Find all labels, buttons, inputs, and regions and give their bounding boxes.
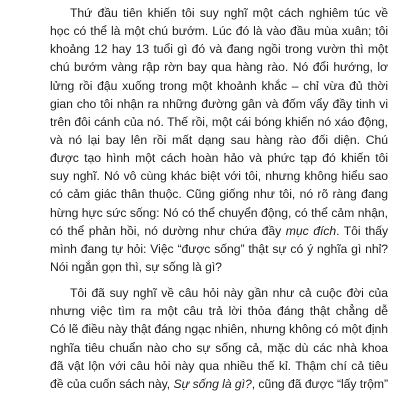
text-line: được tạo hình một cách hoàn hảo và phức tạp đó khiến tôi [50, 151, 388, 166]
paragraph-2 [50, 284, 388, 393]
text-run: , cũng đã được “lấy trộm” [251, 376, 388, 391]
emphasis-text: Sự sống là gì? [173, 376, 252, 391]
text-line: Nói ngắn gọn thì, sự sống là gì? [50, 259, 222, 274]
text-line: Có lẽ điều này thật đáng ngạc nhiên, nhưng không có một định [50, 322, 388, 337]
text-line: suy nghĩ. Nó vô cùng khác biệt với tôi, nhưng không hiểu sao [50, 169, 388, 184]
text-line: mình đang tự hỏi: Việc “được sống” thật sự có ý nghĩa gì nhỉ? [50, 241, 388, 256]
text-line: Tôi đã suy nghĩ về câu hỏi này gần như cả cuộc đời của [70, 286, 388, 301]
paragraph-1 [50, 4, 388, 276]
text-line-with-emphasis [50, 222, 388, 240]
text-line: học có thể là một chú bướm. Lúc đó là vào đầu mùa xuân; tôi [50, 24, 388, 39]
text-line: hừng hực sức sống: Nó có thể chuyển động, có thể cảm nhận, [50, 205, 388, 220]
text-line: khoảng 12 hay 13 tuổi gì đó và đang ngồi trong vườn thì một [50, 42, 388, 57]
text-line: Thứ đầu tiên khiến tôi suy nghĩ một cách nghiêm túc về [70, 6, 388, 20]
text-run: đề của cuốn sách này, [50, 376, 174, 391]
text-line: chú bướm vàng rập rờn bay qua hàng rào. Nó đổi hướng, lơ [50, 60, 388, 75]
text-line: có cảm giác thân thuộc. Cũng giống như tôi, nó rõ ràng đang [50, 187, 388, 202]
text-line: nhưng việc tìm ra một câu trả lời thỏa đáng thật chẳng dễ [50, 304, 388, 319]
paragraph-gap [50, 276, 388, 284]
emphasis-text: mục đích [285, 223, 337, 238]
text-line: nghĩa tiêu chuẩn nào cho sự sống cả, mặc dù các nhà khoa [50, 340, 388, 355]
text-line-with-emphasis [50, 375, 388, 393]
text-run: có thể phản hồi, nó dường như chứa đầy [50, 223, 286, 238]
text-line: lửng rồi đậu xuống trong một khoảnh khắc – chỉ vừa đủ thời [50, 78, 388, 93]
text-line: trên đôi cánh của nó. Thế rồi, một cái bóng khiến nó xáo động, [50, 114, 388, 129]
text-line: và nó lại bay lên rồi mất dạng sau hàng rào đối diện. Chú [50, 132, 388, 147]
book-page [50, 4, 388, 393]
text-line: gian cho tôi nhận ra những đường gân và đốm vẩy đầy tinh vi [50, 96, 388, 111]
text-line: đã vật lộn với câu hỏi này qua nhiều thế kỉ. Thậm chí cả tiêu [50, 358, 388, 373]
text-run: . Tôi thấy [336, 223, 388, 238]
